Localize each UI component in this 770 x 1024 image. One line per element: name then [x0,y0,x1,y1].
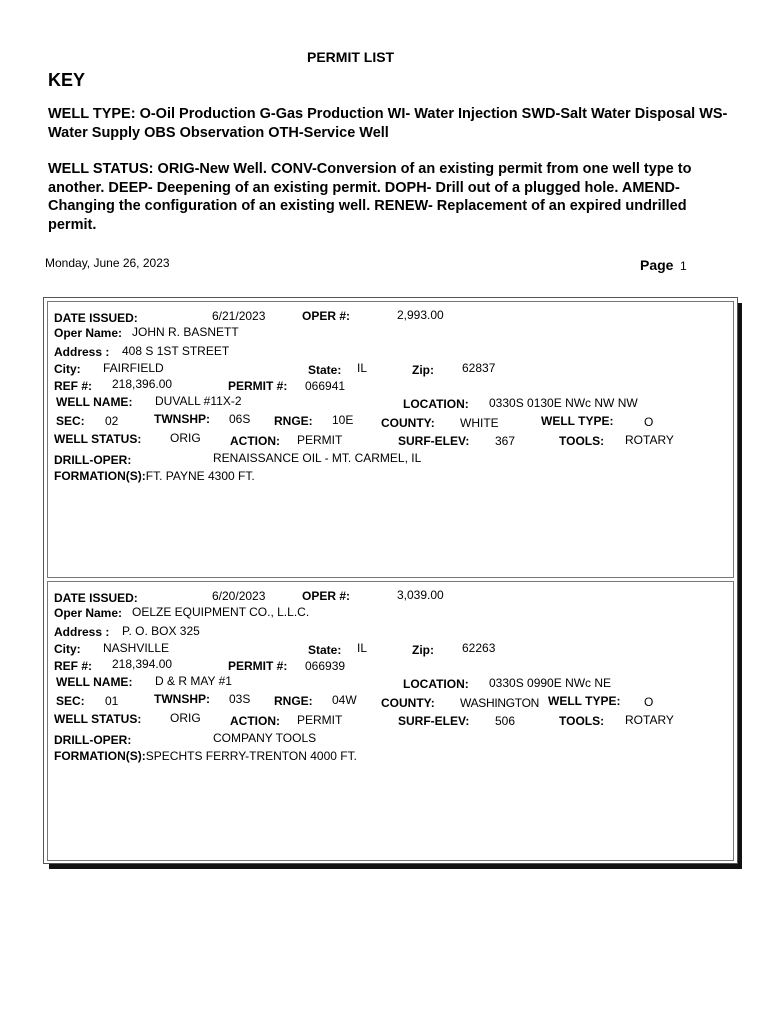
township-label: TWNSHP: [154,412,210,426]
county-label: COUNTY: [381,416,435,430]
oper-name-value: JOHN R. BASNETT [132,325,239,339]
drill-oper-value: RENAISSANCE OIL - MT. CARMEL, IL [213,451,422,465]
county-label: COUNTY: [381,696,435,710]
sec-value: 01 [105,694,119,708]
state-label: State: [308,363,342,377]
formations-line [54,749,357,763]
permit-number-label: PERMIT #: [228,659,288,673]
tools-value: ROTARY [625,433,674,447]
surf-elev-label: SURF-ELEV: [398,714,470,728]
township-label: TWNSHP: [154,692,210,706]
action-label: ACTION: [230,434,280,448]
formations-label: FORMATION(S): [54,749,146,763]
action-label: ACTION: [230,714,280,728]
city-label: City: [54,642,81,656]
key-heading: KEY [48,70,86,90]
zip-label: Zip: [412,643,434,657]
well-name-label: WELL NAME: [56,675,133,689]
zip-value: 62263 [462,641,496,655]
location-value: 0330S 0990E NWc NE [489,676,612,690]
surf-elev-value: 506 [495,714,516,728]
location-value: 0330S 0130E NWc NW NW [489,396,638,410]
county-value: WHITE [460,416,499,430]
surf-elev-value: 367 [495,434,516,448]
drill-oper-value: COMPANY TOOLS [213,731,317,745]
date-issued-label: DATE ISSUED: [54,311,138,325]
well-type-label: WELL TYPE: [541,414,614,428]
oper-number-label: OPER #: [302,589,351,603]
drill-oper-label: DRILL-OPER: [54,453,132,467]
oper-name-label: Oper Name: [54,326,123,340]
date-issued-value: 6/21/2023 [212,309,266,323]
range-label: RNGE: [274,694,313,708]
well-status-label: WELL STATUS: [54,712,142,726]
well-status-key: WELL STATUS: ORIG-New Well. CONV-Conversion of an existing permit from one well type to another. DEEP- Deepening of an existing permit. DOPH- Drill out of a plugged hole. AMEND-Changing the configuration of an existing well. RENEW- Replacement of an expired undrilled permit. [48,161,692,233]
well-type-value: O [644,695,654,709]
range-value: 10E [332,413,354,427]
location-label: LOCATION: [403,677,469,691]
state-value: IL [357,641,368,655]
address-value: P. O. BOX 325 [122,624,200,638]
oper-name-value: OELZE EQUIPMENT CO., L.L.C. [132,605,310,619]
ref-label: REF #: [54,379,93,393]
well-status-value: ORIG [170,431,201,445]
action-value: PERMIT [297,713,343,727]
sec-label: SEC: [56,414,85,428]
zip-label: Zip: [412,363,434,377]
report-date: Monday, June 26, 2023 [45,256,170,270]
city-label: City: [54,362,81,376]
surf-elev-label: SURF-ELEV: [398,434,470,448]
address-label: Address : [54,625,110,639]
city-value: FAIRFIELD [103,361,164,375]
permit-record [47,301,734,578]
formations-line [54,469,255,483]
permit-number-value: 066941 [305,379,346,393]
well-name-label: WELL NAME: [56,395,133,409]
oper-name-label: Oper Name: [54,606,123,620]
address-label: Address : [54,345,110,359]
permit-record [47,581,734,861]
permit-number-label: PERMIT #: [228,379,288,393]
oper-number-value: 3,039.00 [397,588,444,602]
well-type-key: WELL TYPE: O-Oil Production G-Gas Production WI- Water Injection SWD-Salt Water Disposal WS-Water Supply OBS Observation OTH-Service Well [48,106,728,141]
action-value: PERMIT [297,433,343,447]
zip-value: 62837 [462,361,496,375]
date-issued-label: DATE ISSUED: [54,591,138,605]
township-value: 03S [229,692,251,706]
report-title: PERMIT LIST [307,49,395,65]
ref-value: 218,396.00 [112,377,173,391]
sec-label: SEC: [56,694,85,708]
range-label: RNGE: [274,414,313,428]
well-type-value: O [644,415,654,429]
well-type-label: WELL TYPE: [548,694,621,708]
formations-value: SPECHTS FERRY-TRENTON 4000 FT. [145,749,357,763]
state-value: IL [357,361,368,375]
formations-label: FORMATION(S): [54,469,146,483]
tools-label: TOOLS: [559,714,605,728]
city-value: NASHVILLE [103,641,170,655]
oper-number-label: OPER #: [302,309,351,323]
well-name-value: D & R MAY #1 [155,674,232,688]
range-value: 04W [332,693,357,707]
date-issued-value: 6/20/2023 [212,589,266,603]
ref-label: REF #: [54,659,93,673]
county-value: WASHINGTON [460,696,540,710]
permit-panel [43,297,738,864]
page-label: Page [640,257,674,273]
formations-value: FT. PAYNE 4300 FT. [145,469,255,483]
state-label: State: [308,643,342,657]
drill-oper-label: DRILL-OPER: [54,733,132,747]
sec-value: 02 [105,414,119,428]
well-name-value: DUVALL #11X-2 [155,394,242,408]
tools-value: ROTARY [625,713,674,727]
township-value: 06S [229,412,251,426]
well-status-label: WELL STATUS: [54,432,142,446]
tools-label: TOOLS: [559,434,605,448]
permit-number-value: 066939 [305,659,346,673]
address-value: 408 S 1ST STREET [122,344,230,358]
ref-value: 218,394.00 [112,657,173,671]
oper-number-value: 2,993.00 [397,308,444,322]
page-number: 1 [680,259,687,273]
well-status-value: ORIG [170,711,201,725]
location-label: LOCATION: [403,397,469,411]
